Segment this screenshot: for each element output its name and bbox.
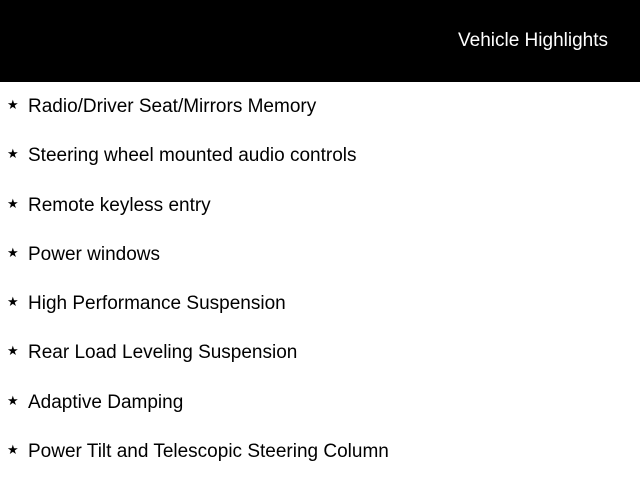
list-item-label: Radio/Driver Seat/Mirrors Memory — [28, 96, 317, 117]
list-item — [0, 194, 640, 243]
list-item-label: Adaptive Damping — [28, 391, 184, 413]
star-icon: ★ — [7, 443, 19, 459]
star-icon: ★ — [7, 196, 19, 212]
header-bar — [0, 0, 640, 82]
list-item-label: Steering wheel mounted audio controls — [28, 145, 357, 167]
list-item-label: High Performance Suspension — [28, 293, 286, 315]
highlights-list — [0, 95, 640, 489]
list-item — [0, 95, 640, 144]
list-item — [0, 243, 640, 292]
list-item-label: Power windows — [28, 243, 160, 265]
star-icon: ★ — [7, 393, 19, 409]
list-item-label: Remote keyless entry — [28, 194, 211, 216]
list-item — [0, 440, 640, 489]
list-item — [0, 341, 640, 390]
list-item — [0, 144, 640, 193]
list-item — [0, 391, 640, 440]
page-title: Vehicle Highlights — [458, 30, 608, 51]
star-icon: ★ — [7, 147, 19, 163]
list-item-label: Power Tilt and Telescopic Steering Column — [28, 441, 389, 463]
list-item-label: Rear Load Leveling Suspension — [28, 342, 298, 364]
star-icon: ★ — [7, 98, 19, 113]
star-icon: ★ — [7, 344, 19, 360]
star-icon: ★ — [7, 245, 19, 261]
star-icon: ★ — [7, 295, 19, 311]
list-item — [0, 292, 640, 341]
